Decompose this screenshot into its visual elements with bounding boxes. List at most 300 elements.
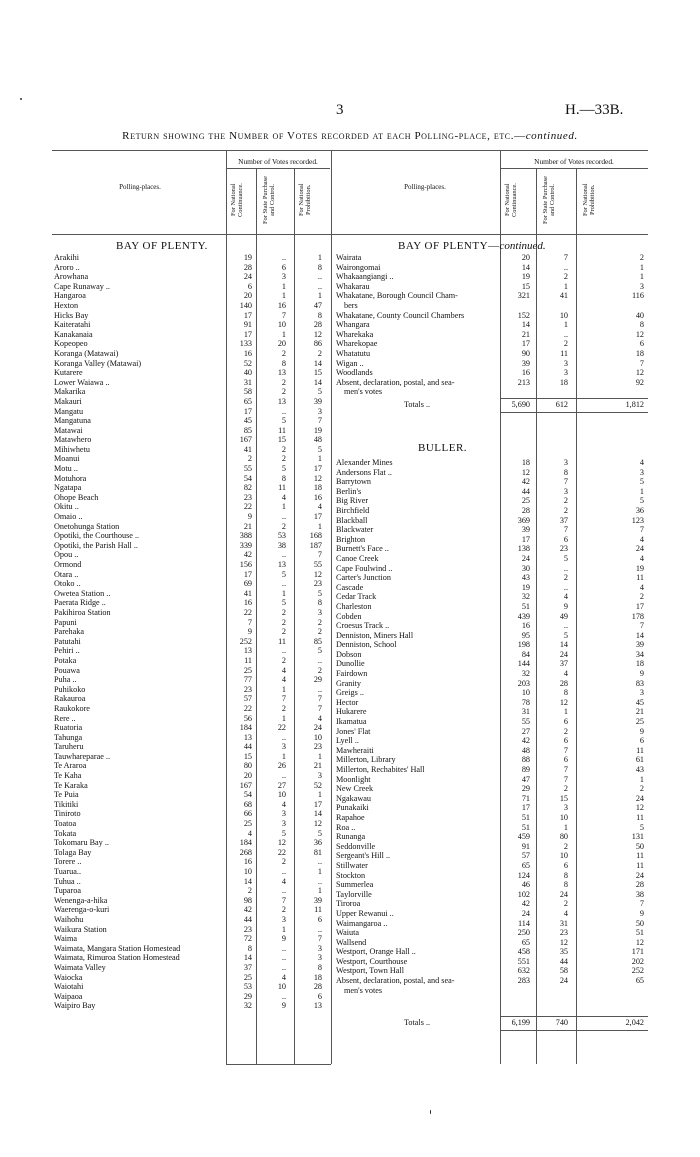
prohibition-value: 1 xyxy=(639,774,644,784)
state-control-value: 2 xyxy=(281,617,286,627)
table-row xyxy=(336,784,648,794)
table-row xyxy=(336,544,648,554)
state-control-value: 1 xyxy=(281,684,286,694)
table-row xyxy=(54,742,330,752)
prohibition-value: 47 xyxy=(313,300,322,310)
table-row xyxy=(336,928,648,938)
prohibition-value: 14 xyxy=(313,809,322,819)
polling-place-name: Hector xyxy=(336,697,359,707)
polling-place-name: Te Kaha xyxy=(54,771,82,781)
table-row xyxy=(336,957,648,967)
state-control-value: .. xyxy=(563,621,568,631)
continuance-value: 19 xyxy=(521,272,530,282)
state-control-value: 11 xyxy=(278,425,286,435)
table-row xyxy=(54,666,330,676)
prohibition-value: 18 xyxy=(635,348,644,358)
polling-place-name: Stockton xyxy=(336,870,366,880)
prohibition-value: 12 xyxy=(313,329,322,339)
continuance-value: 88 xyxy=(521,755,530,765)
continuance-value: 32 xyxy=(521,669,530,679)
polling-place-name: Torere .. xyxy=(54,857,82,867)
polling-place-name: Birchfield xyxy=(336,505,370,515)
table-row xyxy=(336,477,648,487)
polling-place-name: Absent, declaration, postal, and sea- xyxy=(336,377,455,387)
table-row xyxy=(54,560,330,570)
polling-place-name: Patutahi xyxy=(54,636,81,646)
continuance-value: 57 xyxy=(521,851,530,861)
prohibition-value: 24 xyxy=(635,544,644,554)
table-row xyxy=(336,880,648,890)
table-row xyxy=(54,944,330,954)
polling-place-name: Opotiki, the Parish Hall .. xyxy=(54,540,138,550)
prohibition-value: 61 xyxy=(635,755,644,765)
prohibition-value: 16 xyxy=(313,492,322,502)
table-row xyxy=(336,832,648,842)
table-row xyxy=(54,426,330,436)
prohibition-value: 2 xyxy=(639,592,644,602)
table-row xyxy=(54,714,330,724)
right-polling-places-header: Polling-places. xyxy=(404,183,446,191)
table-row xyxy=(336,554,648,564)
polling-place-name: Westport, Courthouse xyxy=(336,956,408,966)
table-row xyxy=(54,637,330,647)
prohibition-value: 9 xyxy=(639,669,644,679)
polling-place-name: Lyell .. xyxy=(336,736,359,746)
polling-place-name: bers xyxy=(344,300,358,310)
state-control-value: 2 xyxy=(281,377,286,387)
prohibition-value: 19 xyxy=(635,563,644,573)
prohibition-value: 3 xyxy=(317,771,322,781)
polling-place-name: Taruheru xyxy=(54,742,84,752)
polling-place-name: Arowhana xyxy=(54,272,89,282)
state-control-value: 2 xyxy=(281,905,286,915)
state-control-value: 2 xyxy=(281,703,286,713)
polling-place-name: Waikura Station xyxy=(54,924,107,934)
polling-place-name: Granity xyxy=(336,678,362,688)
prohibition-value: 5 xyxy=(639,477,644,487)
state-control-value: 20 xyxy=(277,339,286,349)
table-row xyxy=(336,679,648,689)
table-row xyxy=(54,522,330,532)
continuance-value: 23 xyxy=(243,492,252,502)
prohibition-value: 50 xyxy=(635,841,644,851)
polling-place-name: Pehiri .. xyxy=(54,646,80,656)
state-control-value: 18 xyxy=(559,377,568,387)
state-control-value: 1 xyxy=(563,707,568,717)
continuance-value: 10 xyxy=(521,688,530,698)
prohibition-value: 36 xyxy=(313,838,322,848)
total-prohibition: 1,812 xyxy=(625,400,644,409)
prohibition-value: 39 xyxy=(313,895,322,905)
continuance-value: 17 xyxy=(521,803,530,813)
table-row xyxy=(336,755,648,765)
polling-place-name: Omaio .. xyxy=(54,512,83,522)
continuance-value: 43 xyxy=(521,573,530,583)
prohibition-value: 1 xyxy=(639,262,644,272)
continuance-value: 20 xyxy=(521,253,530,262)
continuance-value: 46 xyxy=(521,880,530,890)
polling-place-name: Kutarere xyxy=(54,368,83,378)
state-control-value: 7 xyxy=(563,745,568,755)
prohibition-value: 168 xyxy=(309,531,322,541)
prohibition-value: 51 xyxy=(635,928,644,938)
state-control-value: 1 xyxy=(281,281,286,291)
continuance-value: 250 xyxy=(517,928,530,938)
prohibition-value: 11 xyxy=(314,905,322,915)
polling-place-name: Koranga Valley (Matawai) xyxy=(54,358,142,368)
page-number: 3 xyxy=(336,102,344,118)
table-row xyxy=(54,723,330,733)
prohibition-value: 123 xyxy=(631,515,644,525)
continuance-value: 22 xyxy=(243,607,252,617)
polling-place-name: Te Araroa xyxy=(54,761,87,771)
continuance-value: 16 xyxy=(243,598,252,608)
continuance-value: 22 xyxy=(243,703,252,713)
state-control-value: 13 xyxy=(277,368,286,378)
state-control-value: 2 xyxy=(563,784,568,794)
table-row xyxy=(336,349,648,359)
right-col1-header: For National Continuance. xyxy=(504,183,519,217)
table-row xyxy=(54,291,330,301)
continuance-value: 167 xyxy=(239,435,252,445)
polling-place-name: Moonlight xyxy=(336,774,371,784)
polling-place-name: Kanakanaia xyxy=(54,329,93,339)
state-control-value: 3 xyxy=(281,809,286,819)
prohibition-value: 86 xyxy=(313,339,322,349)
continuance-value: 16 xyxy=(243,348,252,358)
state-control-value: 12 xyxy=(559,697,568,707)
prohibition-value: 28 xyxy=(635,880,644,890)
polling-place-name: Arakihi xyxy=(54,253,80,262)
table-row xyxy=(54,512,330,522)
state-control-value: .. xyxy=(281,579,286,589)
continuance-value: 439 xyxy=(517,611,530,621)
polling-place-name: Papuni xyxy=(54,617,77,627)
state-control-value: 9 xyxy=(563,601,568,611)
polling-place-name: Cobden xyxy=(336,611,362,621)
table-row xyxy=(54,339,330,349)
continuance-value: 138 xyxy=(517,544,530,554)
continuance-value: 144 xyxy=(517,659,530,669)
state-control-value: 1 xyxy=(281,713,286,723)
state-control-value: 10 xyxy=(277,320,286,330)
prohibition-value: 7 xyxy=(639,525,644,535)
prohibition-value: 19 xyxy=(313,425,322,435)
continuance-value: 203 xyxy=(517,678,530,688)
prohibition-value: 11 xyxy=(636,573,644,583)
state-control-value: 7 xyxy=(281,895,286,905)
continuance-value: 24 xyxy=(521,553,530,563)
state-control-value: 24 xyxy=(559,976,568,986)
continuance-value: 65 xyxy=(243,396,252,406)
state-control-value: 1 xyxy=(563,822,568,832)
continuance-value: 25 xyxy=(243,819,252,829)
continuance-value: 21 xyxy=(521,329,530,339)
table-row xyxy=(54,282,330,292)
prohibition-value: 4 xyxy=(317,713,322,723)
polling-place-name: Oweteа Station .. xyxy=(54,588,111,598)
state-control-value: 8 xyxy=(281,358,286,368)
continuance-value: 65 xyxy=(521,937,530,947)
state-control-value: 4 xyxy=(281,799,286,809)
prohibition-value: 4 xyxy=(639,582,644,592)
table-row xyxy=(54,464,330,474)
table-row xyxy=(54,675,330,685)
continuance-value: 53 xyxy=(243,982,252,992)
table-row xyxy=(336,659,648,669)
continuance-value: 7 xyxy=(247,617,252,627)
prohibition-value: 48 xyxy=(313,435,322,445)
polling-place-name: Mihiwhetu xyxy=(54,444,90,454)
polling-place-name: Onetohunga Station xyxy=(54,521,120,531)
table-row xyxy=(54,618,330,628)
continuance-value: 44 xyxy=(243,742,252,752)
prohibition-value: 8 xyxy=(639,320,644,330)
polling-place-name: Dunollie xyxy=(336,659,365,669)
continuance-value: 51 xyxy=(521,822,530,832)
continuance-value: 19 xyxy=(243,253,252,262)
continuance-value: 17 xyxy=(243,569,252,579)
table-row xyxy=(54,992,330,1002)
polling-place-name: Pouawa xyxy=(54,665,80,675)
prohibition-value: .. xyxy=(317,924,322,934)
prohibition-value: 1 xyxy=(639,486,644,496)
polling-place-name: Cape Foulwind .. xyxy=(336,563,393,573)
state-control-value: .. xyxy=(563,262,568,272)
continuance-value: 47 xyxy=(521,774,530,784)
continuance-value: 20 xyxy=(243,291,252,301)
state-control-value: 3 xyxy=(281,272,286,282)
polling-place-name: Barrytown xyxy=(336,477,372,487)
table-row xyxy=(336,707,648,717)
polling-place-name: Ohope Beach xyxy=(54,492,99,502)
polling-place-name: Wairongomai xyxy=(336,262,381,272)
right-col2-header: For State Purchase and Control. xyxy=(542,176,557,224)
prohibition-value: 3 xyxy=(639,281,644,291)
polling-place-name: Otoko .. xyxy=(54,579,81,589)
polling-place-name: Carter's Junction xyxy=(336,573,391,583)
table-row xyxy=(54,963,330,973)
prohibition-value: 252 xyxy=(631,966,644,976)
continuance-value: 37 xyxy=(243,962,252,972)
right-votes-underline xyxy=(500,168,648,169)
state-control-value: 2 xyxy=(281,387,286,397)
table-row xyxy=(336,263,648,273)
continuance-value: 23 xyxy=(243,924,252,934)
continuance-value: 152 xyxy=(517,310,530,320)
prohibition-value: 17 xyxy=(313,512,322,522)
prohibition-value: 4 xyxy=(639,458,644,467)
state-control-value: 8 xyxy=(563,467,568,477)
prohibition-value: 7 xyxy=(317,703,322,713)
prohibition-value: 5 xyxy=(317,387,322,397)
state-control-value: .. xyxy=(281,550,286,560)
state-control-value: .. xyxy=(281,406,286,416)
polling-place-name: Mawheraiti xyxy=(336,745,374,755)
continuance-value: 16 xyxy=(521,368,530,378)
polling-place-name: Westport, Orange Hall .. xyxy=(336,947,416,957)
return-title xyxy=(0,130,700,142)
table-row xyxy=(54,934,330,944)
table-row xyxy=(54,349,330,359)
continuance-value: 52 xyxy=(243,358,252,368)
continuance-value: 71 xyxy=(521,793,530,803)
state-control-value: 5 xyxy=(281,464,286,474)
polling-place-name: men's votes xyxy=(344,985,383,995)
table-row xyxy=(336,688,648,698)
continuance-value: 51 xyxy=(521,601,530,611)
table-row xyxy=(336,736,648,746)
table-row xyxy=(336,311,648,321)
prohibition-value: 7 xyxy=(639,899,644,909)
prohibition-value: .. xyxy=(317,655,322,665)
table-row xyxy=(54,359,330,369)
prohibition-value: 1 xyxy=(317,790,322,800)
continuance-value: 321 xyxy=(517,291,530,301)
continuance-value: 25 xyxy=(521,496,530,506)
state-control-value: .. xyxy=(281,991,286,1001)
prohibition-value: 85 xyxy=(313,636,322,646)
state-control-value: 44 xyxy=(559,956,568,966)
polling-place-name: Tokata xyxy=(54,828,77,838)
polling-place-name: Moanui xyxy=(54,454,80,464)
table-row xyxy=(336,282,648,292)
polling-place-name: Ngatapa xyxy=(54,483,82,493)
prohibition-value: 39 xyxy=(635,640,644,650)
right-top-totals-rule xyxy=(500,398,648,399)
continuance-value: 18 xyxy=(521,458,530,467)
state-control-value: 1 xyxy=(563,281,568,291)
polling-place-name: Stillwater xyxy=(336,860,368,870)
polling-place-name: Rere .. xyxy=(54,713,76,723)
continuance-value: 388 xyxy=(239,531,252,541)
table-row xyxy=(336,496,648,506)
left-section-heading: BAY OF PLENTY. xyxy=(116,240,208,252)
polling-place-name: Hangaroa xyxy=(54,291,86,301)
polling-place-name: Opotiki, the Courthouse .. xyxy=(54,531,140,541)
continuance-value: 56 xyxy=(243,713,252,723)
table-row xyxy=(336,938,648,948)
prohibition-value: 1 xyxy=(317,867,322,876)
continuance-value: 54 xyxy=(243,790,252,800)
right-top-totals xyxy=(336,400,648,410)
polling-place-name: Hexton xyxy=(54,300,79,310)
table-row xyxy=(54,790,330,800)
polling-place-name: Whakatane, County Council Chambers xyxy=(336,310,465,320)
state-control-value: 9 xyxy=(281,934,286,944)
polling-place-name: Tuarua.. xyxy=(54,867,81,876)
total-state-control: 740 xyxy=(555,1018,568,1027)
table-row xyxy=(336,947,648,957)
state-control-value: 2 xyxy=(563,726,568,736)
polling-place-name: Rapahoe xyxy=(336,812,365,822)
state-control-value: 2 xyxy=(281,521,286,531)
table-row xyxy=(336,291,648,301)
state-control-value: 2 xyxy=(563,339,568,349)
continuance-value: 15 xyxy=(521,281,530,291)
prohibition-value: 3 xyxy=(317,406,322,416)
prohibition-value: 24 xyxy=(635,870,644,880)
state-control-value: 11 xyxy=(278,636,286,646)
state-control-value: 4 xyxy=(281,492,286,502)
continuance-value: 39 xyxy=(521,358,530,368)
continuance-value: 459 xyxy=(517,832,530,842)
polling-place-name: Te Karaka xyxy=(54,780,88,790)
left-table-rows xyxy=(54,253,330,1011)
table-row xyxy=(54,896,330,906)
state-control-value: .. xyxy=(281,646,286,656)
state-control-value: 1 xyxy=(281,924,286,934)
prohibition-value: 9 xyxy=(639,726,644,736)
state-control-value: 5 xyxy=(563,553,568,563)
polling-place-name: Woodlands xyxy=(336,368,373,378)
left-polling-places-header: Polling-places. xyxy=(119,183,161,191)
table-row xyxy=(54,454,330,464)
prohibition-value: 23 xyxy=(313,579,322,589)
polling-place-name: Lower Waiawa .. xyxy=(54,377,110,387)
state-control-value: 37 xyxy=(559,659,568,669)
prohibition-value: 7 xyxy=(317,934,322,944)
table-row xyxy=(54,263,330,273)
state-control-value: 10 xyxy=(277,982,286,992)
polling-place-name: Brighton xyxy=(336,534,366,544)
continuance-value: 25 xyxy=(243,665,252,675)
prohibition-value: 8 xyxy=(317,262,322,272)
left-col3-header: For National Prohibition. xyxy=(298,183,313,217)
table-row xyxy=(336,919,648,929)
table-row xyxy=(54,435,330,445)
right-top-table-rows xyxy=(336,253,648,397)
prohibition-value: 17 xyxy=(313,464,322,474)
table-row xyxy=(54,387,330,397)
polling-place-name: Wenenga-a-hika xyxy=(54,895,108,905)
polling-place-name: Okitu .. xyxy=(54,502,79,512)
continuance-value: 30 xyxy=(521,563,530,573)
state-control-value: 58 xyxy=(559,966,568,976)
prohibition-value: 50 xyxy=(635,918,644,928)
polling-place-name: Opou .. xyxy=(54,550,79,560)
table-row xyxy=(54,627,330,637)
state-control-value: 7 xyxy=(563,765,568,774)
table-row xyxy=(54,474,330,484)
polling-place-name: Wigan .. xyxy=(336,358,364,368)
polling-place-name: Tauwhareparae .. xyxy=(54,751,111,761)
prohibition-value: 13 xyxy=(313,1001,322,1011)
header-bottom-rule xyxy=(52,234,648,235)
prohibition-value: 2 xyxy=(639,784,644,794)
table-row xyxy=(54,320,330,330)
right-bottom-totals-rule-bottom xyxy=(500,1030,648,1031)
state-control-value: 4 xyxy=(281,665,286,675)
state-control-value: 23 xyxy=(559,544,568,554)
state-control-value: 8 xyxy=(563,880,568,890)
polling-place-name: Greigs .. xyxy=(336,688,364,698)
state-control-value: 2 xyxy=(563,272,568,282)
table-row xyxy=(336,612,648,622)
state-control-value: 5 xyxy=(281,416,286,426)
polling-place-name: Motu .. xyxy=(54,464,78,474)
state-control-value: 24 xyxy=(559,889,568,899)
polling-place-name: Otara .. xyxy=(54,569,79,579)
state-control-value: 4 xyxy=(563,669,568,679)
continuance-value: 90 xyxy=(521,348,530,358)
table-row xyxy=(54,301,330,311)
prohibition-value: 12 xyxy=(635,937,644,947)
prohibition-value: 116 xyxy=(632,291,644,301)
scan-speck-2 xyxy=(430,1110,431,1114)
polling-place-name: Hukarere xyxy=(336,707,367,717)
table-row xyxy=(336,775,648,785)
